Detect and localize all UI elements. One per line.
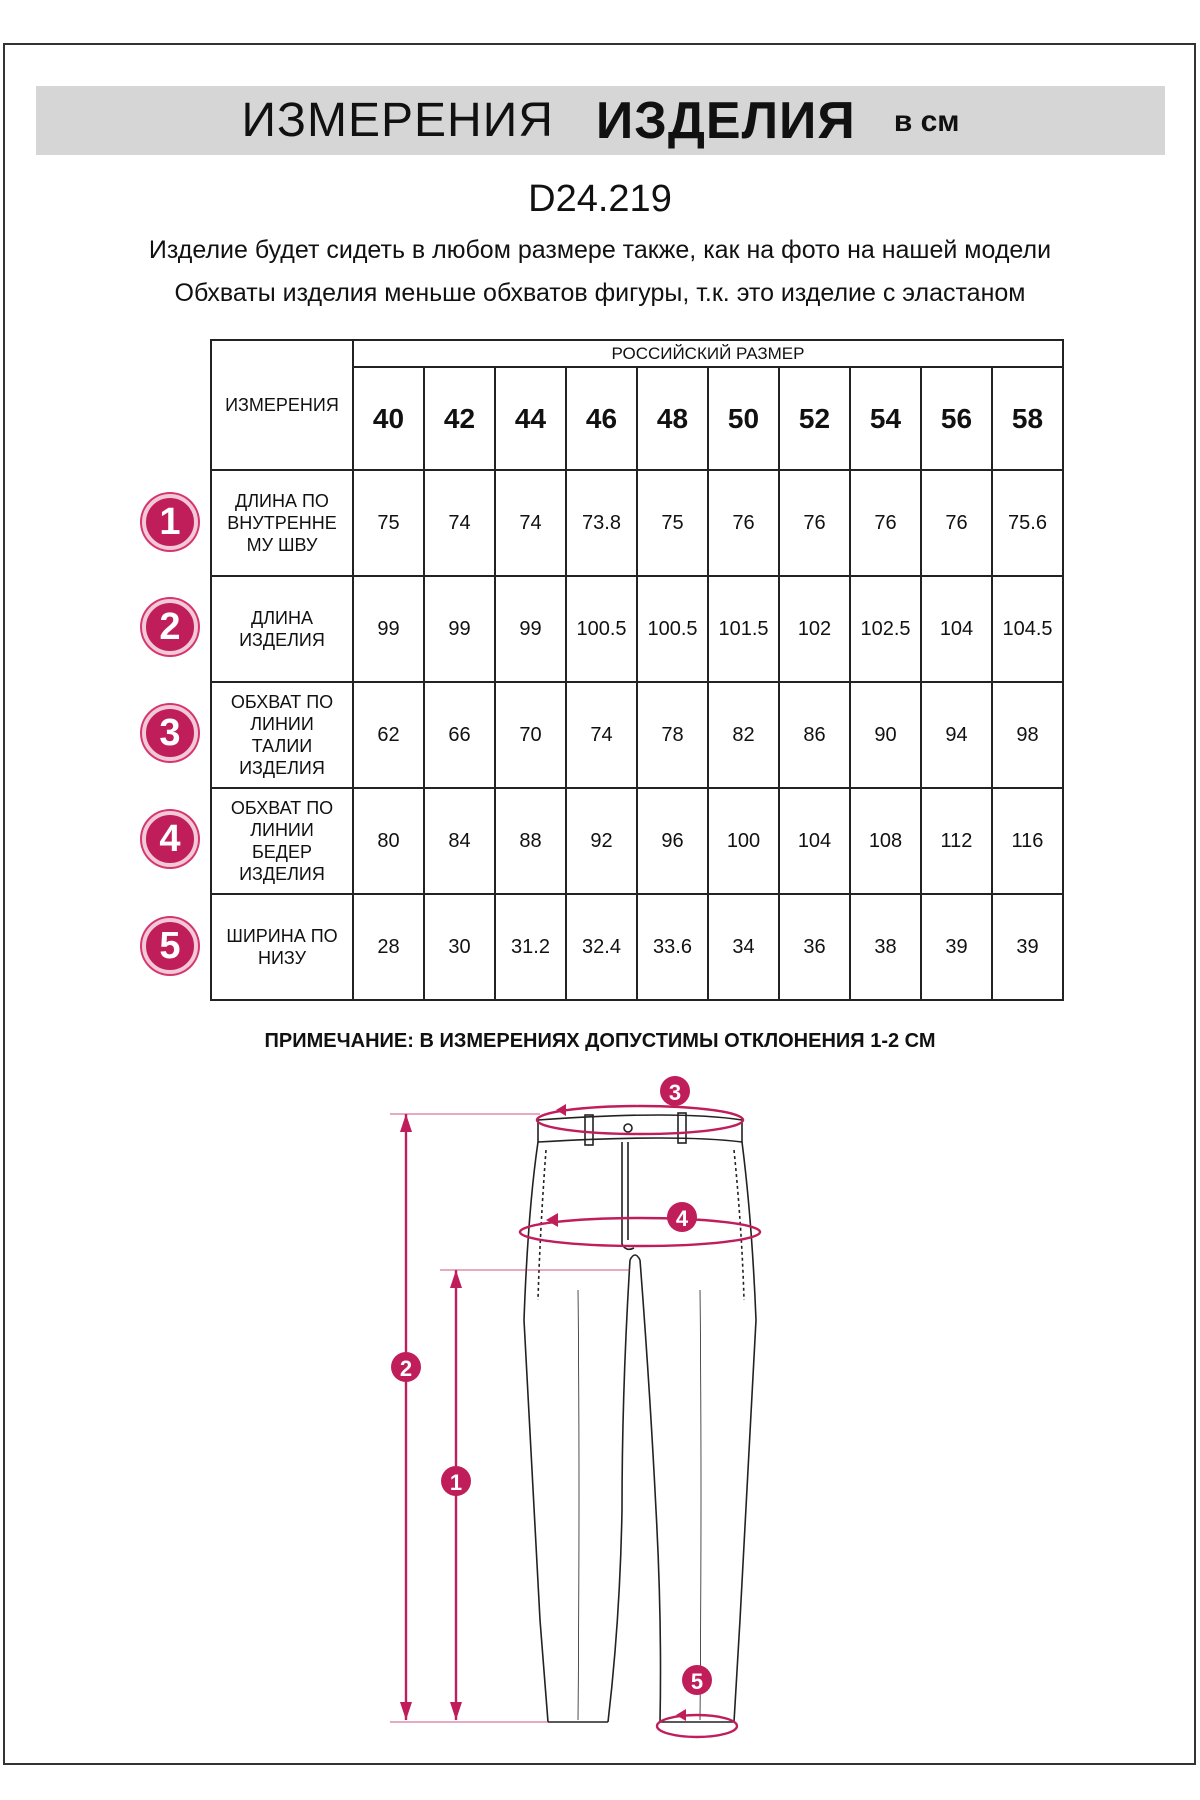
measurement-value: 76 [921, 470, 992, 576]
measurement-row [211, 576, 1063, 682]
measurement-value: 31.2 [495, 894, 566, 1000]
measurement-value: 90 [850, 682, 921, 788]
measurement-value: 33.6 [637, 894, 708, 1000]
measurement-value: 116 [992, 788, 1063, 894]
measurement-value: 100.5 [637, 576, 708, 682]
pants-outline [524, 1113, 756, 1722]
svg-text:2: 2 [399, 1356, 413, 1381]
right-leg-inner [640, 1260, 661, 1722]
note: ПРИМЕЧАНИЕ: В ИЗМЕРЕНИЯХ ДОПУСТИМЫ ОТКЛОНЕНИЯ 1-2 СМ [264, 1030, 936, 1052]
guide-lines [390, 1114, 630, 1722]
hem-measure-ellipse [657, 1715, 737, 1737]
left-leg-outer [524, 1142, 548, 1722]
measurement-value: 84 [424, 788, 495, 894]
marker-5 [682, 1665, 712, 1695]
measurement-value: 75 [637, 470, 708, 576]
waist-measure-ellipse [537, 1106, 743, 1134]
waist-button [624, 1124, 632, 1132]
measurement-value: 38 [850, 894, 921, 1000]
row-number-badge: 5 [142, 918, 198, 974]
measurement-value: 86 [779, 682, 850, 788]
measurement-row [211, 894, 1063, 1000]
product-code: D24.219 [528, 178, 672, 220]
size-header-cell: 44 [495, 367, 566, 470]
measurement-value: 108 [850, 788, 921, 894]
size-header-cell: 50 [708, 367, 779, 470]
measurement-value: 98 [992, 682, 1063, 788]
row-number-badge: 4 [142, 811, 198, 867]
measurement-value: 88 [495, 788, 566, 894]
measurement-value: 112 [921, 788, 992, 894]
measurement-value: 32.4 [566, 894, 637, 1000]
svg-text:1: 1 [449, 1470, 463, 1495]
measurement-value: 36 [779, 894, 850, 1000]
measurement-label: ОБХВАТ ПО ЛИНИИ ТАЛИИ ИЗДЕЛИЯ [211, 682, 353, 788]
inseam-arrow-top [450, 1270, 462, 1288]
measurement-value: 104 [921, 576, 992, 682]
measurement-value: 76 [850, 470, 921, 576]
waist-arrowhead [556, 1104, 566, 1116]
measurement-value: 34 [708, 894, 779, 1000]
row-number-badge: 1 [142, 494, 198, 550]
title-regular: ИЗМЕРЕНИЯ [241, 94, 554, 147]
measurement-value: 75 [353, 470, 424, 576]
row-number-badge: 3 [142, 705, 198, 761]
measurement-value: 100 [708, 788, 779, 894]
measurement-value: 78 [637, 682, 708, 788]
svg-text:4: 4 [675, 1206, 689, 1231]
measurement-label: ШИРИНА ПО НИЗУ [211, 894, 353, 1000]
measurement-value: 80 [353, 788, 424, 894]
total-length-arrow-top [400, 1114, 412, 1132]
hip-arrowhead [546, 1213, 558, 1227]
measurement-value: 102.5 [850, 576, 921, 682]
title-bold: ИЗДЕЛИЯ [595, 91, 856, 150]
measurement-row [211, 788, 1063, 894]
measurement-value: 74 [495, 470, 566, 576]
measurement-value: 28 [353, 894, 424, 1000]
measurement-value: 74 [424, 470, 495, 576]
marker-3 [660, 1076, 690, 1106]
row-number-badge: 2 [142, 599, 198, 655]
measurement-value: 82 [708, 682, 779, 788]
belt-loop-left [585, 1115, 593, 1145]
measurement-value: 99 [424, 576, 495, 682]
crotch [630, 1255, 640, 1260]
measurement-value: 62 [353, 682, 424, 788]
measurement-value: 70 [495, 682, 566, 788]
measurement-value: 30 [424, 894, 495, 1000]
measurement-value: 102 [779, 576, 850, 682]
description-line-2: Обхваты изделия меньше обхватов фигуры, т.к. это изделие с эластаном [174, 279, 1026, 307]
measurement-row [211, 682, 1063, 788]
inseam-arrow-bottom [450, 1702, 462, 1720]
size-system-header: РОССИЙСКИЙ РАЗМЕР [353, 340, 1063, 367]
svg-text:3: 3 [668, 1080, 682, 1105]
size-header-cell: 46 [566, 367, 637, 470]
measurement-value: 92 [566, 788, 637, 894]
marker-4 [667, 1202, 697, 1232]
measurement-value: 104 [779, 788, 850, 894]
measurement-value: 73.8 [566, 470, 637, 576]
measurement-label: ДЛИНА ПО ВНУТРЕННЕ МУ ШВУ [211, 470, 353, 576]
measurement-value: 75.6 [992, 470, 1063, 576]
size-header-cell: 56 [921, 367, 992, 470]
title-banner [36, 86, 1165, 155]
size-header-cell: 52 [779, 367, 850, 470]
size-header-cell: 58 [992, 367, 1063, 470]
measurement-value: 100.5 [566, 576, 637, 682]
size-header-cell: 42 [424, 367, 495, 470]
measurement-value: 94 [921, 682, 992, 788]
title-unit: в см [893, 104, 960, 138]
measurement-label: ДЛИНА ИЗДЕЛИЯ [211, 576, 353, 682]
marker-2 [391, 1352, 421, 1382]
measurement-value: 76 [708, 470, 779, 576]
measurement-value: 101.5 [708, 576, 779, 682]
measurement-value: 66 [424, 682, 495, 788]
measurement-value: 76 [779, 470, 850, 576]
measurement-value: 39 [921, 894, 992, 1000]
measurement-value: 99 [353, 576, 424, 682]
measurement-row [211, 470, 1063, 576]
measurement-value: 74 [566, 682, 637, 788]
measurement-value: 99 [495, 576, 566, 682]
right-crease [700, 1290, 701, 1720]
right-leg-outer [734, 1142, 756, 1722]
total-length-arrow-bottom [400, 1702, 412, 1720]
size-header-cell: 54 [850, 367, 921, 470]
measurement-value: 96 [637, 788, 708, 894]
marker-1 [441, 1466, 471, 1496]
svg-text:5: 5 [690, 1669, 704, 1694]
measurement-value: 104.5 [992, 576, 1063, 682]
hem-arrowhead [676, 1709, 686, 1721]
waistband [538, 1115, 742, 1142]
left-crease [578, 1290, 579, 1720]
size-table [210, 339, 1064, 1001]
description-line-1: Изделие будет сидеть в любом размере также, как на фото на нашей модели [148, 236, 1052, 264]
measurements-header: ИЗМЕРЕНИЯ [211, 340, 353, 470]
left-leg-inner [608, 1260, 630, 1722]
measurement-lines [400, 1104, 760, 1737]
size-header-cell: 48 [637, 367, 708, 470]
measurement-label: ОБХВАТ ПО ЛИНИИ БЕДЕР ИЗДЕЛИЯ [211, 788, 353, 894]
size-header-cell: 40 [353, 367, 424, 470]
pants-diagram [0, 1060, 1200, 1760]
measurement-value: 39 [992, 894, 1063, 1000]
